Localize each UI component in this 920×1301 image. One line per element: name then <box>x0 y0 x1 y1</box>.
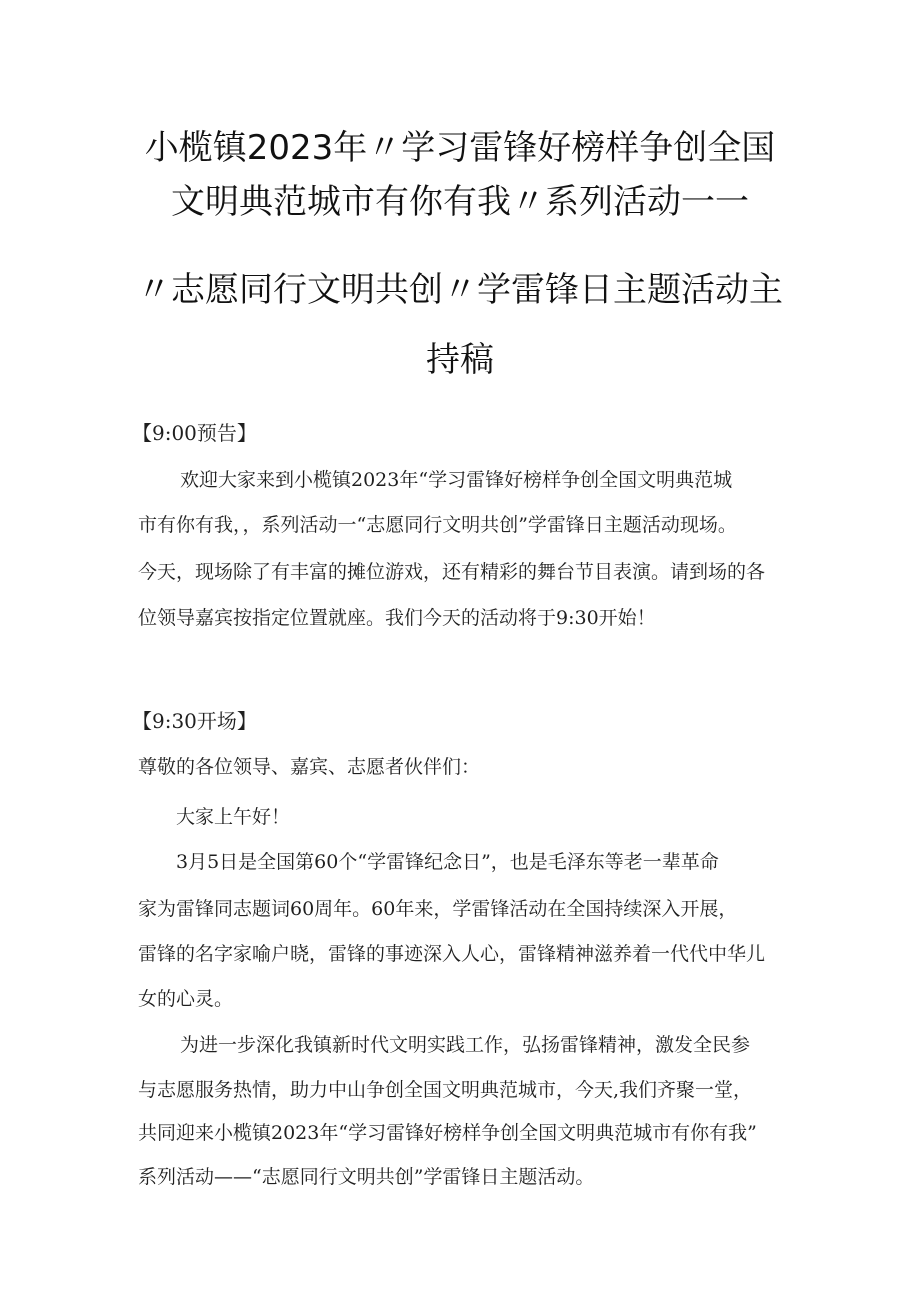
paragraph-line: 位领导嘉宾按指定位置就座。我们今天的活动将于9:30开始！ <box>138 607 656 629</box>
document-title-line-1: 小榄镇2023年〃学习雷锋好榜样争创全国 <box>144 128 776 168</box>
paragraph-line: 雷锋的名字家喻户晓，雷锋的事迹深入人心，雷锋精神滋养着一代代中华儿 <box>138 943 766 965</box>
paragraph-line: 为进一步深化我镇新时代文明实践工作，弘扬雷锋精神，激发全民参 <box>180 1034 751 1056</box>
section-heading-opening: 【9:30开场】 <box>132 709 257 733</box>
greeting: 大家上午好！ <box>176 806 291 828</box>
paragraph-line: 女的心灵。 <box>138 988 234 1010</box>
paragraph-line: 系列活动——“志愿同行文明共创”学雷锋日主题活动。 <box>138 1166 595 1188</box>
salutation: 尊敬的各位领导、嘉宾、志愿者伙伴们： <box>138 756 481 778</box>
document-title-line-3: 〃志愿同行文明共创〃学雷锋日主题活动主 <box>137 270 783 310</box>
document-title-line-4: 持稿 <box>426 340 494 380</box>
section-heading-preview: 【9:00预告】 <box>132 421 257 445</box>
document-title-line-2: 文明典范城市有你有我〃系列活动一一 <box>171 182 749 222</box>
paragraph-line: 家为雷锋同志题词60周年。60年来，学雷锋活动在全国持续深入开展， <box>138 898 738 920</box>
paragraph-line: 今天，现场除了有丰富的摊位游戏，还有精彩的舞台节目表演。请到场的各 <box>138 561 766 583</box>
paragraph-line: 共同迎来小榄镇2023年“学习雷锋好榜样争创全国文明典范城市有你有我” <box>138 1122 757 1144</box>
paragraph-line: 欢迎大家来到小榄镇2023年“学习雷锋好榜样争创全国文明典范城 <box>180 469 733 491</box>
paragraph-line: 与志愿服务热情，助力中山争创全国文明典范城市，今天,我们齐聚一堂， <box>138 1079 753 1101</box>
paragraph-line: 3月5日是全国第60个“学雷锋纪念日”，也是毛泽东等老一辈革命 <box>176 851 719 873</box>
paragraph-line: 市有你有我，，系列活动一“志愿同行文明共创”学雷锋日主题活动现场。 <box>138 514 737 536</box>
